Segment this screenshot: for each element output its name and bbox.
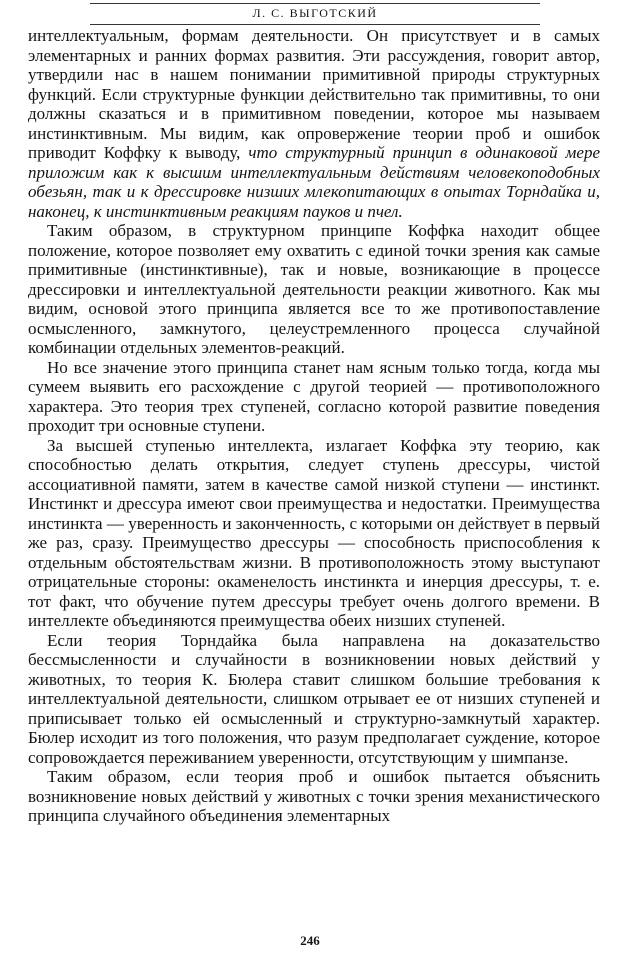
body-text — [28, 26, 600, 826]
running-head: Л. С. ВЫГОТСКИЙ — [90, 6, 540, 25]
paragraph-1-italic: что структурный принцип в одинаковой мере приложим как к высшим интеллектуальным действиям человекоподобных обезьян, так и к дрессировке низших млекопитающих в опытах Торндайка и, наконец, к инстинктивным реакциям пауков и пчел. — [28, 143, 601, 221]
paragraph-5: Если теория Торндайка была направлена на доказательство бессмысленности и случайности в возникновении новых действий у животных, то теория К. Бюлера ставит слишком большие требования к интеллектуальной деятельности, слишком отрывает ее от низших ступеней и приписывает только ей осмысленный и структурно-замкнутый характер. Бюлер исходит из того положения, что разум предполагает суждение, которое сопровождается переживанием уверенности, отсутствующим у шимпанзе. — [28, 630, 600, 767]
paragraph-3: Но все значение этого принципа станет нам ясным только тогда, когда мы сумеем выявить его расхождение с другой теорией — противоположного характера. Это теория трех ступеней, согласно которой развитие поведения проходит три основные ступени. — [28, 357, 600, 435]
header-rule — [90, 3, 540, 4]
paragraph-1 — [28, 26, 600, 221]
paragraph-6: Таким образом, если теория проб и ошибок пытается объяснить возникновение новых действий у животных с точки зрения механистического принципа случайного объединения элементарных — [28, 767, 600, 825]
paragraph-4: За высшей ступенью интеллекта, излагает Коффка эту теорию, как способностью делать открытия, следует ступень дрессуры, чистой ассоциативной памяти, затем в качестве самой низкой ступени — инстинкт. Инстинкт и дрессура имеют свои преимущества и недостатки. Преимущества инстинкта — уверенность и законченность, с которыми он действует в первый же раз, сразу. Преимущество дрессуры — способность приспособления к отдельным обстоятельствам жизни. В противоположность этому выступают отрицательные стороны: окаменелость инстинкта и инерция дрессуры, т. е. тот факт, что обучение путем дрессуры требует очень долгого времени. В интеллекте объединяются преимущества обеих низших ступеней. — [28, 435, 600, 630]
page-number: 246 — [300, 933, 320, 948]
paragraph-2: Таким образом, в структурном принципе Коффка находит общее положение, которое позволяет ему охватить с единой точки зрения как самые примитивные (инстинктивные), так и новые, возникающие в процессе дрессировки и интеллектуальной деятельности реакции животного. Как мы видим, основой этого принципа является все то же противопоставление осмысленного, замкнутого, целеустремленного процесса случайной комбинации отдельных элементов-реакций. — [28, 221, 600, 357]
paragraph-1-text: интеллектуальным, формам деятельности. Он присутствует и в самых элементарных и ранних формах развития. Эти рассуждения, говорит автор, утвердили нас в нашем понимании примитивной природы структурных функций. Если структурные функции действительно так примитивны, то они должны сказаться и в примитивном поведении, которое мы называем инстинктивным. Мы видим, как опровержение теории проб и ошибок приводит Коффку к выводу, — [28, 26, 600, 162]
